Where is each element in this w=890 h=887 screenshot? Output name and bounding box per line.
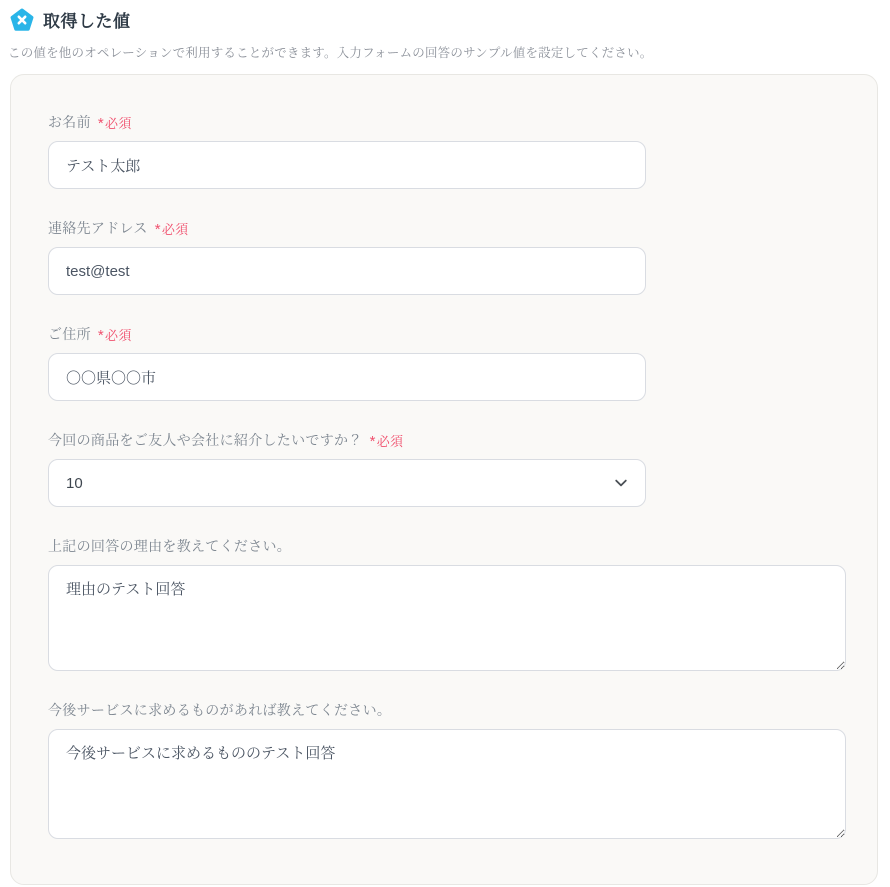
required-label: 必須 — [105, 115, 132, 131]
required-badge — [155, 219, 189, 238]
field-group-recommend-score — [48, 430, 845, 507]
pentagon-x-icon — [10, 8, 34, 32]
required-label: 必須 — [105, 327, 132, 343]
page-title: 取得した値 — [43, 12, 131, 31]
address-input[interactable] — [48, 353, 646, 401]
required-asterisk: * — [154, 221, 161, 238]
field-group-future-request — [48, 700, 845, 839]
field-label-text: 今回の商品をご友人や会社に紹介したいですか？ — [48, 432, 363, 448]
field-group-reason — [48, 536, 845, 671]
field-label — [48, 430, 845, 450]
score-select-value: 10 — [66, 474, 83, 492]
field-label — [48, 536, 845, 556]
field-label — [48, 112, 845, 132]
required-badge — [98, 113, 132, 132]
page-description: この値を他のオペレーションで利用することができます。入力フォームの回答のサンプル値を設定してください。 — [8, 46, 653, 60]
field-label — [48, 324, 845, 344]
field-label-text: 連絡先アドレス — [48, 220, 148, 236]
name-input[interactable] — [48, 141, 646, 189]
field-label-text: 上記の回答の理由を教えてください。 — [48, 538, 292, 554]
header — [0, 0, 890, 32]
field-label-text: ご住所 — [48, 326, 91, 342]
required-label: 必須 — [376, 433, 404, 449]
score-select[interactable] — [48, 459, 646, 507]
required-asterisk: * — [97, 327, 105, 344]
field-label — [48, 700, 845, 720]
field-label-text: お名前 — [48, 114, 91, 130]
required-label: 必須 — [161, 221, 189, 237]
required-badge — [98, 325, 132, 344]
future-request-textarea[interactable] — [48, 729, 846, 839]
required-badge — [370, 431, 404, 450]
field-group-name — [48, 112, 845, 189]
field-label — [48, 218, 845, 238]
sample-values-card — [10, 74, 878, 885]
required-asterisk: * — [369, 433, 376, 450]
required-asterisk: * — [97, 115, 105, 132]
email-input[interactable] — [48, 247, 646, 295]
field-label-text: 今後サービスに求めるものがあれば教えてください。 — [48, 702, 392, 718]
reason-textarea[interactable] — [48, 565, 846, 671]
field-group-address — [48, 324, 845, 401]
chevron-down-icon — [613, 475, 629, 491]
field-group-email — [48, 218, 845, 295]
